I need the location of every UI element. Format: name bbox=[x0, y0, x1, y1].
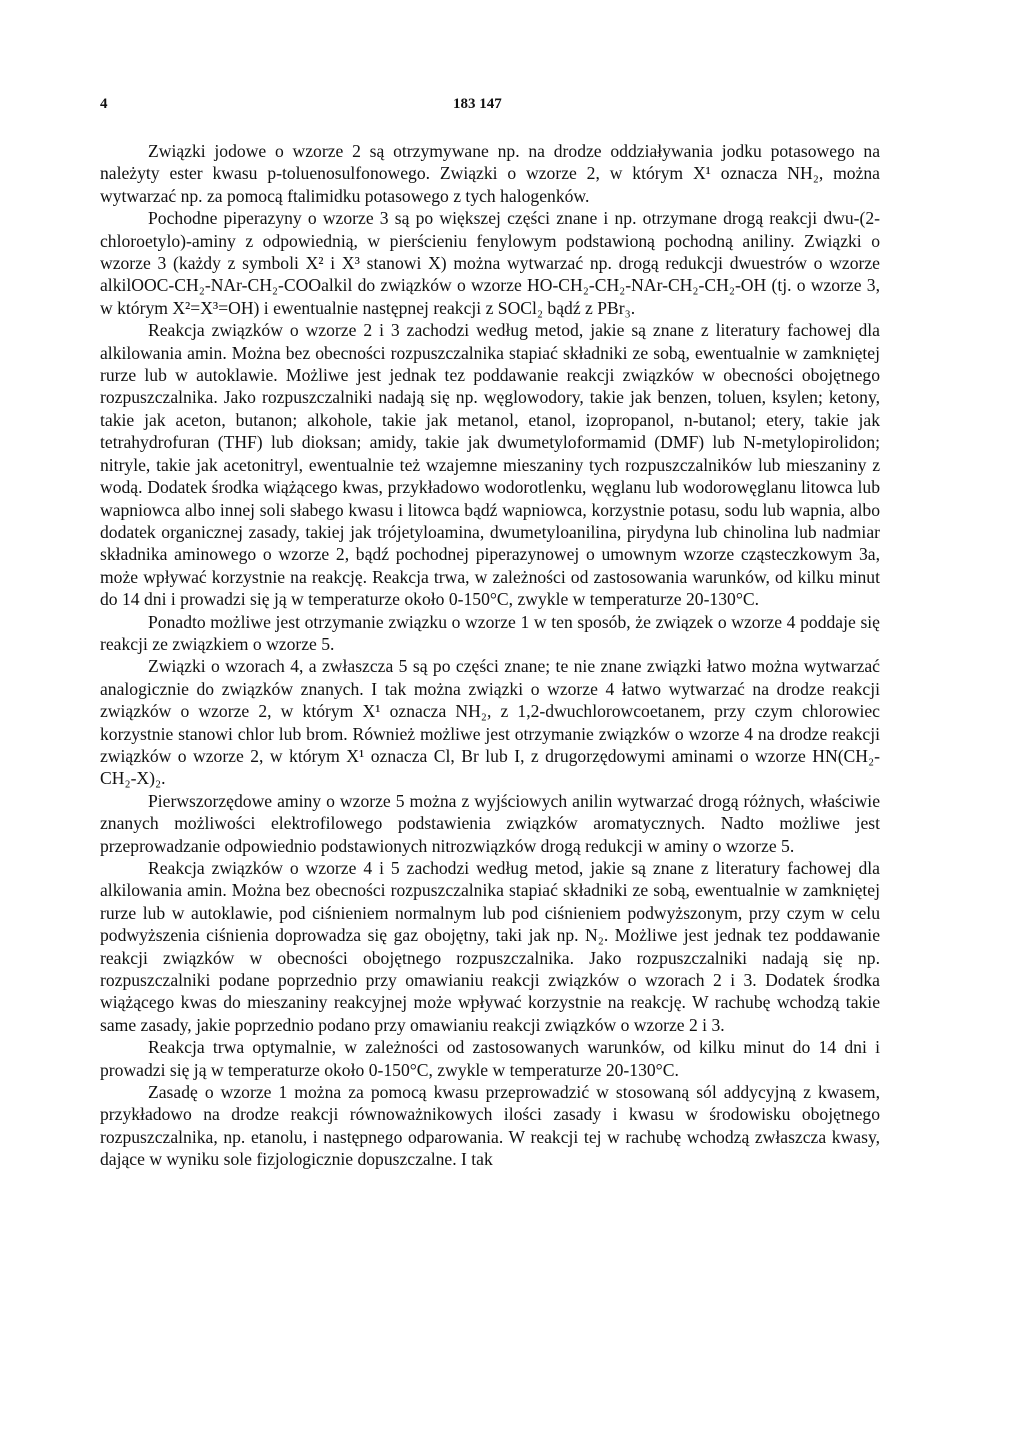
page-number: 4 bbox=[100, 96, 108, 112]
body-text bbox=[100, 140, 880, 1171]
document-number: 183 147 bbox=[453, 96, 502, 112]
paragraph: Pochodne piperazyny o wzorze 3 są po większej części znane i np. otrzymane drogą reakcji dwu-(2-chloroetylo)-aminy z odpowiednią, w pierścieniu fenylowym podstawioną pochodną aniliny. Związki o wzorze 3 (każdy z symboli X² i X³ stanowi X) można wytwarzać np. drogą redukcji dwuestrów o wzorze alkilOOC-CH₂-NAr-CH₂-COOalkil do związków o wzorze HO-CH₂-CH₂-NAr-CH₂-CH₂-OH (tj. o wzorze 3, w którym X²=X³=OH) i ewentualnie następnej reakcji z SOCl₂ bądź z PBr₃. bbox=[100, 208, 880, 318]
paragraph: Związki o wzorach 4, a zwłaszcza 5 są po części znane; te nie znane związki łatwo można wytwarzać analogicznie do związków znanych. I tak można związki o wzorze 4 łatwo wytwarzać na drodze reakcji związków o wzorze 2, w którym X¹ oznacza NH₂, z 1,2-dwuchlorowcoetanem, przy czym chlorowiec korzystnie stanowi chlor lub brom. Również możliwe jest otrzymanie związków o wzorze 4 na drodze reakcji związków o wzorze 2, w którym X¹ oznacza Cl, Br lub I, z drugorzędowymi aminami o wzorze HN(CH₂-CH₂-X)₂. bbox=[100, 656, 880, 789]
paragraph: Zasadę o wzorze 1 można za pomocą kwasu przeprowadzić w stosowaną sól addycyjną z kwasem, przykładowo na drodze reakcji równoważnikowych ilości zasady i kwasu w środowisku obojętnego rozpuszczalnika, np. etanolu, i następnego odparowania. W reakcji tej w rachubę wchodzą zwłaszcza kwasy, dające w wyniku sole fizjologicznie dopuszczalne. I tak bbox=[100, 1082, 880, 1170]
paragraph: Pierwszorzędowe aminy o wzorze 5 można z wyjściowych anilin wytwarzać drogą różnych, właściwie znanych możliwości elektrofilowego podstawienia związków aromatycznych. Nadto możliwe jest przeprowadzanie odpowiednio podstawionych nitrozwiązków drogą redukcji w aminy o wzorze 5. bbox=[100, 790, 880, 856]
paragraph: Związki jodowe o wzorze 2 są otrzymywane np. na drodze oddziaływania jodku potasowego na należyty ester kwasu p-toluenosulfonowego. Związki o wzorze 2, w którym X¹ oznacza NH₂, można wytwarzać np. za pomocą ftalimidku potasowego z tych halogenków. bbox=[100, 141, 880, 206]
paragraph: Reakcja związków o wzorze 2 i 3 zachodzi według metod, jakie są znane z literatury fachowej dla alkilowania amin. Można bez obecności rozpuszczalnika stapiać składniki ze sobą, ewentualnie w zamkniętej rurze lub w autoklawie. Możliwe jest jednak tez poddawanie reakcji związków w obecności obojętnego rozpuszczalnika. Jako rozpuszczalniki nadają się np. węglowodory, takie jak benzen, toluen, ksylen; ketony, takie jak aceton, butanon; alkohole, takie jak metanol, etanol, izopropanol, n-butanol; etery, takie jak tetrahydrofuran (THF) lub dioksan; amidy, takie jak dwumetyloformamid (DMF) lub N-metylopirolidon; nitryle, takie jak acetonitryl, ewentualnie też wzajemne mieszaniny tych rozpuszczalników lub mieszaniny z wodą. Dodatek środka wiążącego kwas, przykładowo wodorotlenku, węglanu lub wodorowęglanu litowca lub wapniowca albo innej soli słabego kwasu i litowca bądź wapniowca, korzystnie potasu, sodu lub wapnia, albo dodatek organicznej zasady, takiej jak trójetyloamina, dwumetyloanilina, pirydyna lub chinolina lub nadmiar składnika aminowego o wzorze 2, bądź pochodnej piperazynowej o umownym wzorze cząsteczkowym 3a, może wpływać korzystnie na reakcję. Reakcja trwa, w zależności od zastosowania warunków, od kilku minut do 14 dni i prowadzi się ją w temperaturze około 0-150°C, zwykle w temperaturze 20-130°C. bbox=[100, 320, 880, 610]
paragraph: Ponadto możliwe jest otrzymanie związku o wzorze 1 w ten sposób, że związek o wzorze 4 poddaje się reakcji ze związkiem o wzorze 5. bbox=[100, 611, 880, 654]
paragraph: Reakcja związków o wzorze 4 i 5 zachodzi według metod, jakie są znane z literatury fachowej dla alkilowania amin. Można bez obecności rozpuszczalnika stapiać składniki ze sobą, ewentualnie w zamkniętej rurze lub w autoklawie, pod ciśnieniem normalnym lub pod ciśnieniem podwyższonym, przy czym w celu podwyższenia ciśnienia doprowadza się gaz obojętny, taki jak np. N₂. Możliwe jest jednak tez poddawanie reakcji związków w obecności obojętnego rozpuszczalnika. Jako rozpuszczalniki nadają się np. rozpuszczalniki podane poprzednio przy omawianiu reakcji związków o wzorach 2 i 3. Dodatek środka wiążącego kwas do mieszaniny reakcyjnej może wpływać korzystnie na reakcję. W rachubę wchodzą takie same zasady, jakie poprzednio podano przy omawianiu reakcji związków o wzorze 2 i 3. bbox=[100, 858, 880, 1035]
page-header bbox=[100, 96, 880, 118]
paragraph: Reakcja trwa optymalnie, w zależności od zastosowanych warunków, od kilku minut do 14 dni i prowadzi się ją w temperaturze około 0-150°C, zwykle w temperaturze 20-130°C. bbox=[100, 1037, 880, 1080]
